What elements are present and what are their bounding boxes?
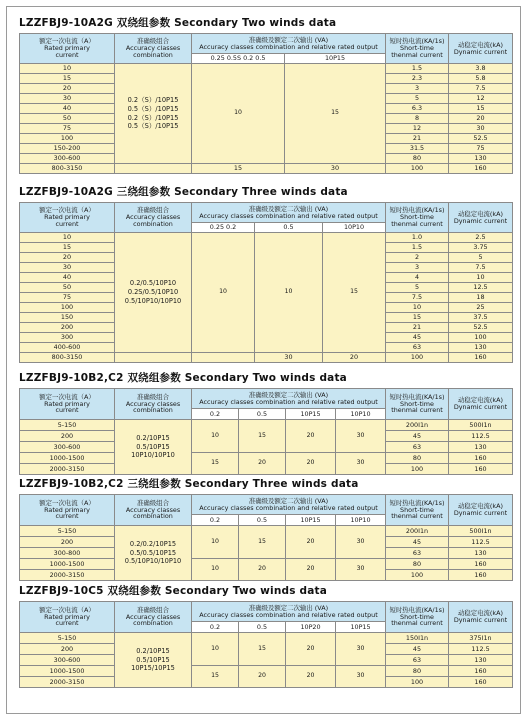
cell-dynamic: 160 xyxy=(449,666,513,677)
cell-dynamic: 3.8 xyxy=(449,64,513,74)
cell-output: 20 xyxy=(286,666,336,688)
cell-thermal: 63 xyxy=(386,655,449,666)
cell-dynamic: 5.8 xyxy=(449,74,513,84)
spec-table xyxy=(19,494,513,581)
cell-dynamic: 7.5 xyxy=(449,84,513,94)
cell-thermal: 150I1n xyxy=(386,633,449,644)
cell-current: 800-3150 xyxy=(20,353,115,363)
cell-output: 15 xyxy=(239,633,286,666)
cell-thermal: 45 xyxy=(386,537,449,548)
cell-output: 10 xyxy=(192,559,239,581)
section-two-winds-a2g xyxy=(19,16,512,174)
cell-current: 30 xyxy=(20,94,115,104)
cell-thermal: 5 xyxy=(386,94,449,104)
header-thermal-current: 短时热电流(KA/1s) Short-time thenmal current xyxy=(386,602,449,633)
cell-current: 1000-1500 xyxy=(20,453,115,464)
cell-combination: 0.2/10P15 0.5/10P15 10P10/10P10 xyxy=(115,420,192,475)
cell-dynamic: 160 xyxy=(449,353,513,363)
cell-dynamic: 15 xyxy=(449,104,513,114)
cell-output: 20 xyxy=(286,420,336,453)
cell-dynamic: 5 xyxy=(449,253,513,263)
subheader-accuracy-class: 10P10 xyxy=(336,515,386,526)
subheader-accuracy-class: 0.5 xyxy=(239,515,286,526)
cell-thermal: 80 xyxy=(386,559,449,570)
cell-current: 10 xyxy=(20,233,115,243)
cell-current: 300-800 xyxy=(20,548,115,559)
cell-thermal: 1.0 xyxy=(386,233,449,243)
section-title: LZZFBJ9-10B2,C2 三绕组参数 Secondary Three winds data xyxy=(19,478,359,490)
cell-output: 10 xyxy=(192,526,239,559)
subheader-accuracy-class: 10P15 xyxy=(285,54,386,64)
cell-dynamic: 160 xyxy=(449,559,513,570)
cell-dynamic: 130 xyxy=(449,655,513,666)
cell-current: 200 xyxy=(20,431,115,442)
cell-current: 50 xyxy=(20,114,115,124)
cell-combination: 0.2/0.2/10P15 0.5/0.5/10P15 0.5/10P10/10P10 xyxy=(115,526,192,581)
cell-dynamic: 37.5 xyxy=(449,313,513,323)
header-rated-output: 准确级及额定二次输出 (VA) Accuracy classes combination and relative rated output xyxy=(192,602,386,622)
cell-thermal: 15 xyxy=(386,313,449,323)
cell-dynamic: 75 xyxy=(449,144,513,154)
subheader-accuracy-class: 10P10 xyxy=(323,223,386,233)
cell-current: 2000-3150 xyxy=(20,570,115,581)
section-three-winds-b2c2 xyxy=(19,477,512,581)
subheader-accuracy-class: 10P20 xyxy=(286,622,336,633)
cell-thermal: 200I1n xyxy=(386,526,449,537)
cell-combination xyxy=(115,164,192,174)
cell-current: 400-600 xyxy=(20,343,115,353)
cell-output: 10 xyxy=(192,633,239,666)
cell-thermal: 80 xyxy=(386,666,449,677)
header-rated-current: 额定一次电流（A） Rated primary current xyxy=(20,34,115,64)
header-rated-output: 准确级及额定二次输出 (VA) Accuracy classes combination and relative rated output xyxy=(192,34,386,54)
cell-thermal: 8 xyxy=(386,114,449,124)
cell-thermal: 100 xyxy=(386,353,449,363)
cell-output: 15 xyxy=(239,526,286,559)
cell-combination xyxy=(115,353,192,363)
spec-table xyxy=(19,388,513,475)
header-accuracy-combination: 准确级组合 Accuracy classes combination xyxy=(115,602,192,633)
header-dynamic-current: 动稳定电流(kA) Dynamic current xyxy=(449,602,513,633)
subheader-accuracy-class: 0.2 xyxy=(192,622,239,633)
cell-current: 20 xyxy=(20,84,115,94)
header-thermal-current: 短时热电流(KA/1s) Short-time thenmal current xyxy=(386,203,449,233)
cell-output: 20 xyxy=(286,526,336,559)
cell-current: 5-150 xyxy=(20,633,115,644)
cell-thermal: 21 xyxy=(386,134,449,144)
cell-dynamic: 2.5 xyxy=(449,233,513,243)
header-rated-output: 准确级及额定二次输出 (VA) Accuracy classes combination and relative rated output xyxy=(192,389,386,409)
cell-output: 15 xyxy=(192,666,239,688)
header-rated-current: 额定一次电流（A） Rated primary current xyxy=(20,602,115,633)
subheader-accuracy-class: 10P15 xyxy=(336,622,386,633)
header-thermal-current: 短时热电流(KA/1s) Short-time thenmal current xyxy=(386,34,449,64)
header-dynamic-current: 动稳定电流(kA) Dynamic current xyxy=(449,203,513,233)
cell-current: 150 xyxy=(20,313,115,323)
cell-thermal: 7.5 xyxy=(386,293,449,303)
cell-current: 50 xyxy=(20,283,115,293)
cell-dynamic: 112.5 xyxy=(449,644,513,655)
cell-dynamic: 12 xyxy=(449,94,513,104)
cell-thermal: 200I1n xyxy=(386,420,449,431)
cell-thermal: 3 xyxy=(386,84,449,94)
cell-current: 1000-1500 xyxy=(20,666,115,677)
cell-dynamic: 30 xyxy=(449,124,513,134)
cell-output: 15 xyxy=(192,453,239,475)
cell-current: 2000-3150 xyxy=(20,464,115,475)
cell-thermal: 4 xyxy=(386,273,449,283)
cell-output: 20 xyxy=(286,453,336,475)
cell-current: 300-600 xyxy=(20,154,115,164)
cell-thermal: 100 xyxy=(386,164,449,174)
cell-output: 30 xyxy=(336,420,386,453)
cell-output: 30 xyxy=(336,559,386,581)
cell-thermal: 5 xyxy=(386,283,449,293)
cell-output: 15 xyxy=(323,233,386,353)
subheader-accuracy-class: 10P15 xyxy=(286,409,336,420)
cell-thermal: 12 xyxy=(386,124,449,134)
header-rated-output: 准确级及额定二次输出 (VA) Accuracy classes combination and relative rated output xyxy=(192,495,386,515)
cell-thermal: 63 xyxy=(386,343,449,353)
cell-output: 20 xyxy=(286,559,336,581)
cell-current: 2000-3150 xyxy=(20,677,115,688)
header-accuracy-combination: 准确级组合 Accuracy classes combination xyxy=(115,203,192,233)
cell-current: 200 xyxy=(20,537,115,548)
cell-output: 30 xyxy=(255,353,323,363)
subheader-accuracy-class: 0.25 0.2 xyxy=(192,223,255,233)
cell-current: 20 xyxy=(20,253,115,263)
cell-dynamic: 500I1n xyxy=(449,420,513,431)
cell-current: 200 xyxy=(20,323,115,333)
section-title: LZZFBJ9-10A2G 三绕组参数 Secondary Three winds data xyxy=(19,186,348,198)
cell-dynamic: 52.5 xyxy=(449,134,513,144)
section-title: LZZFBJ9-10C5 双绕组参数 Secondary Two winds data xyxy=(19,585,328,597)
cell-dynamic: 112.5 xyxy=(449,537,513,548)
subheader-accuracy-class: 0.5 xyxy=(239,409,286,420)
cell-dynamic: 25 xyxy=(449,303,513,313)
subheader-accuracy-class: 10P10 xyxy=(336,409,386,420)
spec-table xyxy=(19,601,513,688)
cell-thermal: 80 xyxy=(386,154,449,164)
cell-dynamic: 52.5 xyxy=(449,323,513,333)
header-dynamic-current: 动稳定电流(kA) Dynamic current xyxy=(449,34,513,64)
spec-table xyxy=(19,33,513,174)
subheader-accuracy-class: 0.5 xyxy=(239,622,286,633)
cell-dynamic: 7.5 xyxy=(449,263,513,273)
cell-current: 75 xyxy=(20,124,115,134)
cell-thermal: 3 xyxy=(386,263,449,273)
header-dynamic-current: 动稳定电流(kA) Dynamic current xyxy=(449,495,513,526)
cell-dynamic: 375I1n xyxy=(449,633,513,644)
cell-output: 10 xyxy=(192,420,239,453)
cell-current: 5-150 xyxy=(20,526,115,537)
cell-combination: 0.2/10P15 0.5/10P15 10P15/10P15 xyxy=(115,633,192,688)
header-rated-current: 额定一次电流（A） Rated primary current xyxy=(20,203,115,233)
cell-current: 300 xyxy=(20,333,115,343)
section-title: LZZFBJ9-10B2,C2 双绕组参数 Secondary Two winds data xyxy=(19,372,347,384)
cell-output: 20 xyxy=(323,353,386,363)
cell-dynamic: 160 xyxy=(449,570,513,581)
cell-thermal: 21 xyxy=(386,323,449,333)
cell-thermal: 100 xyxy=(386,464,449,475)
cell-output: 20 xyxy=(286,633,336,666)
cell-thermal: 10 xyxy=(386,303,449,313)
subheader-accuracy-class: 0.25 0.5S 0.2 0.5 xyxy=(192,54,285,64)
cell-thermal: 1.5 xyxy=(386,243,449,253)
cell-output: 15 xyxy=(285,64,386,164)
cell-current: 1000-1500 xyxy=(20,559,115,570)
cell-thermal: 1.5 xyxy=(386,64,449,74)
header-rated-current: 额定一次电流（A） Rated primary current xyxy=(20,495,115,526)
header-rated-current: 额定一次电流（A） Rated primary current xyxy=(20,389,115,420)
cell-combination: 0.2（S）/10P15 0.5（S）/10P15 0.2（S）/10P15 0.5（S）/10P15 xyxy=(115,64,192,164)
header-thermal-current: 短时热电流(KA/1s) Short-time thenmal current xyxy=(386,495,449,526)
cell-dynamic: 130 xyxy=(449,343,513,353)
cell-output xyxy=(192,353,255,363)
cell-output: 10 xyxy=(192,64,285,164)
subheader-accuracy-class: 0.2 xyxy=(192,515,239,526)
cell-output: 30 xyxy=(336,453,386,475)
cell-dynamic: 3.75 xyxy=(449,243,513,253)
cell-thermal: 31.5 xyxy=(386,144,449,154)
cell-dynamic: 160 xyxy=(449,464,513,475)
cell-thermal: 63 xyxy=(386,548,449,559)
spec-sheet-page xyxy=(6,6,521,714)
cell-current: 15 xyxy=(20,74,115,84)
cell-output: 30 xyxy=(336,526,386,559)
cell-output: 30 xyxy=(285,164,386,174)
cell-dynamic: 160 xyxy=(449,164,513,174)
cell-current: 300-600 xyxy=(20,442,115,453)
cell-thermal: 63 xyxy=(386,442,449,453)
cell-output: 20 xyxy=(239,453,286,475)
subheader-accuracy-class: 10P15 xyxy=(286,515,336,526)
cell-output: 15 xyxy=(192,164,285,174)
header-accuracy-combination: 准确级组合 Accuracy classes combination xyxy=(115,34,192,64)
cell-current: 800-3150 xyxy=(20,164,115,174)
header-accuracy-combination: 准确级组合 Accuracy classes combination xyxy=(115,495,192,526)
cell-combination: 0.2/0.5/10P10 0.2S/0.5/10P10 0.5/10P10/10P10 xyxy=(115,233,192,353)
cell-current: 75 xyxy=(20,293,115,303)
cell-dynamic: 10 xyxy=(449,273,513,283)
cell-current: 40 xyxy=(20,273,115,283)
cell-output: 10 xyxy=(192,233,255,353)
section-three-winds-a2g xyxy=(19,185,512,363)
cell-current: 30 xyxy=(20,263,115,273)
cell-current: 100 xyxy=(20,134,115,144)
section-two-winds-b2c2 xyxy=(19,371,512,475)
cell-dynamic: 112.5 xyxy=(449,431,513,442)
cell-current: 150-200 xyxy=(20,144,115,154)
cell-output: 10 xyxy=(255,233,323,353)
cell-dynamic: 130 xyxy=(449,548,513,559)
cell-thermal: 2.3 xyxy=(386,74,449,84)
cell-dynamic: 160 xyxy=(449,677,513,688)
cell-dynamic: 12.5 xyxy=(449,283,513,293)
cell-thermal: 45 xyxy=(386,644,449,655)
cell-current: 5-150 xyxy=(20,420,115,431)
cell-thermal: 2 xyxy=(386,253,449,263)
cell-dynamic: 20 xyxy=(449,114,513,124)
cell-thermal: 80 xyxy=(386,453,449,464)
cell-current: 15 xyxy=(20,243,115,253)
cell-output: 15 xyxy=(239,420,286,453)
cell-thermal: 45 xyxy=(386,333,449,343)
section-two-winds-c5 xyxy=(19,584,512,688)
cell-dynamic: 130 xyxy=(449,442,513,453)
cell-dynamic: 100 xyxy=(449,333,513,343)
cell-dynamic: 130 xyxy=(449,154,513,164)
cell-current: 100 xyxy=(20,303,115,313)
cell-output: 30 xyxy=(336,633,386,666)
spec-table xyxy=(19,202,513,363)
cell-thermal: 100 xyxy=(386,570,449,581)
cell-current: 40 xyxy=(20,104,115,114)
cell-dynamic: 500I1n xyxy=(449,526,513,537)
header-dynamic-current: 动稳定电流(kA) Dynamic current xyxy=(449,389,513,420)
subheader-accuracy-class: 0.2 xyxy=(192,409,239,420)
subheader-accuracy-class: 0.5 xyxy=(255,223,323,233)
header-thermal-current: 短时热电流(KA/1s) Short-time thenmal current xyxy=(386,389,449,420)
cell-output: 20 xyxy=(239,666,286,688)
cell-dynamic: 160 xyxy=(449,453,513,464)
cell-current: 300-600 xyxy=(20,655,115,666)
cell-current: 200 xyxy=(20,644,115,655)
cell-dynamic: 18 xyxy=(449,293,513,303)
header-accuracy-combination: 准确级组合 Accuracy classes combination xyxy=(115,389,192,420)
cell-thermal: 6.3 xyxy=(386,104,449,114)
cell-output: 20 xyxy=(239,559,286,581)
cell-current: 10 xyxy=(20,64,115,74)
cell-thermal: 100 xyxy=(386,677,449,688)
header-rated-output: 准确级及额定二次输出 (VA) Accuracy classes combination and relative rated output xyxy=(192,203,386,223)
cell-output: 30 xyxy=(336,666,386,688)
section-title: LZZFBJ9-10A2G 双绕组参数 Secondary Two winds data xyxy=(19,17,337,29)
cell-thermal: 45 xyxy=(386,431,449,442)
